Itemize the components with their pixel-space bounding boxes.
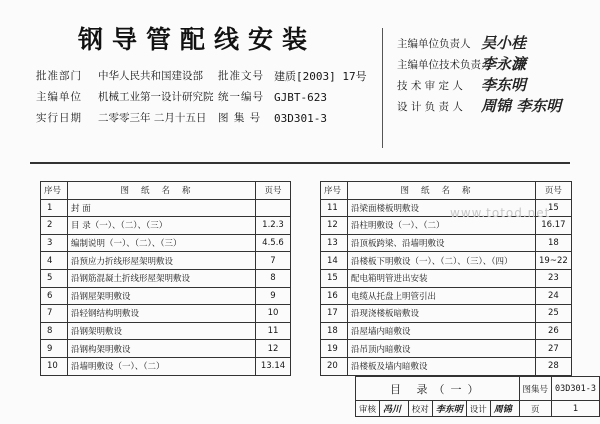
row-page: 13.14: [256, 357, 291, 375]
approval-doc-value: 建质[2003] 17号: [274, 70, 367, 83]
separator-rule: [30, 162, 570, 164]
row-title: 沿钢筋混凝土折线形屋架明敷设: [68, 269, 256, 287]
table-row: [321, 234, 572, 252]
row-number: 10: [41, 357, 68, 375]
design-label: 设计: [466, 401, 490, 417]
row-title: 沿钢构架明敷设: [68, 340, 256, 358]
row-number: 4: [41, 252, 68, 270]
row-page: 23: [536, 269, 572, 287]
title-block: [355, 376, 600, 417]
table-row: [321, 322, 572, 340]
approval-doc-label: 批准文号: [218, 70, 264, 82]
table-row: [41, 199, 291, 217]
row-page: 16.17: [536, 217, 572, 235]
contents-table-left: [40, 181, 291, 376]
check-signature: 李东明: [432, 401, 466, 417]
row-title: 沿轻钢结构明敷设: [68, 305, 256, 323]
table-row: [321, 305, 572, 323]
table-row: [41, 252, 291, 270]
document-title: 钢导管配线安装: [78, 25, 317, 54]
table-row: [321, 269, 572, 287]
row-page: 9: [256, 287, 291, 305]
unified-no-value: GJBT-623: [274, 91, 327, 104]
person-role: 主编单位技术负责人: [397, 59, 492, 71]
approval-dept-label: 批准部门: [36, 70, 82, 82]
row-title: 沿现浇楼板暗敷设: [348, 305, 536, 323]
person-role: 主编单位负责人: [397, 38, 471, 50]
page-number: 1: [552, 401, 600, 417]
row-number: 14: [321, 252, 348, 270]
table-row: [41, 217, 291, 235]
design-signature: 周锦: [490, 401, 519, 417]
row-number: 12: [321, 217, 348, 235]
row-number: 11: [321, 199, 348, 217]
row-page: 26: [536, 322, 572, 340]
row-page: 27: [536, 340, 572, 358]
row-number: 8: [41, 322, 68, 340]
person-role: 设 计 负 责 人: [397, 101, 463, 113]
signature: 李永濂: [481, 55, 527, 73]
table-row: [41, 340, 291, 358]
row-number: 2: [41, 217, 68, 235]
row-page: 8: [256, 269, 291, 287]
row-page: 18: [536, 234, 572, 252]
col-no-header: 序号: [41, 182, 68, 200]
table-header: [321, 182, 572, 200]
editor-unit-value: 机械工业第一设计研究院: [98, 91, 214, 103]
row-title: 沿预应力折线形屋架明敷设: [68, 252, 256, 270]
row-number: 7: [41, 305, 68, 323]
signature: 吴小桂: [481, 34, 527, 52]
row-number: 17: [321, 305, 348, 323]
signature: 周锦 李东明: [481, 97, 562, 115]
atlas-no-label: 图 集 号: [218, 112, 262, 124]
row-title: 沿顶板跨梁、沿墙明敷设: [348, 234, 536, 252]
table-row: [41, 305, 291, 323]
row-number: 20: [321, 357, 348, 375]
col-page-header: 页号: [256, 182, 291, 200]
row-title: 配电箱明管进出安装: [348, 269, 536, 287]
row-page: 12: [256, 340, 291, 358]
row-title: 沿柱明敷设（一）、（二）: [348, 217, 536, 235]
row-page: 1.2.3: [256, 217, 291, 235]
table-row: [321, 252, 572, 270]
row-title: 沿墙明敷设（一）、（二）: [68, 357, 256, 375]
divider: [382, 28, 383, 148]
row-page: 10: [256, 305, 291, 323]
row-title: 电缆从托盘上明管引出: [348, 287, 536, 305]
table-row: [321, 357, 572, 375]
table-row: [41, 322, 291, 340]
row-title: 沿钢架明敷设: [68, 322, 256, 340]
atlas-no-value: 03D301-3: [274, 112, 327, 125]
row-page: 4.5.6: [256, 234, 291, 252]
unified-no-label: 统一编号: [218, 91, 264, 103]
row-number: 1: [41, 199, 68, 217]
effective-date-label: 实行日期: [36, 112, 82, 124]
row-title: 沿楼板下明敷设（一）、（二）、（三）、（四）: [348, 252, 536, 270]
col-name-header: 图纸名称: [68, 182, 256, 200]
row-page: [256, 199, 291, 217]
row-title: 编制说明（一）、（二）、（三）: [68, 234, 256, 252]
table-row: [41, 234, 291, 252]
col-name-header: 图纸名称: [348, 182, 536, 200]
page-label: 页: [519, 401, 552, 417]
atlas-number: 03D301-3: [552, 377, 600, 401]
row-page: 7: [256, 252, 291, 270]
row-number: 3: [41, 234, 68, 252]
review-label: 审核: [356, 401, 380, 417]
atlas-label: 图集号: [519, 377, 552, 401]
row-title: 沿吊顶内暗敷设: [348, 340, 536, 358]
watermark: www.totod.net: [450, 206, 551, 220]
effective-date-value: 二零零三年 二月十五日: [98, 112, 207, 124]
table-row: [321, 287, 572, 305]
row-number: 13: [321, 234, 348, 252]
row-number: 6: [41, 287, 68, 305]
table-row: [321, 340, 572, 358]
row-number: 18: [321, 322, 348, 340]
table-row: [41, 357, 291, 375]
row-title: 沿梁面楼板明敷设: [348, 199, 536, 217]
row-title: 目 录（一）、（二）、（三）: [68, 217, 256, 235]
row-number: 16: [321, 287, 348, 305]
table-row: [41, 287, 291, 305]
row-number: 15: [321, 269, 348, 287]
row-page: 25: [536, 305, 572, 323]
row-title: 封 面: [68, 199, 256, 217]
review-signature: 冯川: [380, 401, 409, 417]
row-title: 沿屋墙内暗敷设: [348, 322, 536, 340]
check-label: 校对: [408, 401, 432, 417]
row-page: 28: [536, 357, 572, 375]
row-number: 5: [41, 269, 68, 287]
person-role: 技 术 审 定 人: [397, 80, 463, 92]
row-number: 19: [321, 340, 348, 358]
table-row: [41, 269, 291, 287]
row-page: 11: [256, 322, 291, 340]
col-page-header: 页号: [536, 182, 572, 200]
signature: 李东明: [481, 76, 527, 94]
col-no-header: 序号: [321, 182, 348, 200]
approval-dept-value: 中华人民共和国建设部: [98, 70, 203, 82]
sheet-title: 目 录（一）: [356, 377, 520, 401]
row-page: 15: [536, 199, 572, 217]
row-title: 沿楼板及墙内暗敷设: [348, 357, 536, 375]
row-page: 19~22: [536, 252, 572, 270]
row-title: 沿钢屋架明敷设: [68, 287, 256, 305]
table-header: [41, 182, 291, 200]
row-page: 24: [536, 287, 572, 305]
editor-unit-label: 主编单位: [36, 91, 82, 103]
row-number: 9: [41, 340, 68, 358]
